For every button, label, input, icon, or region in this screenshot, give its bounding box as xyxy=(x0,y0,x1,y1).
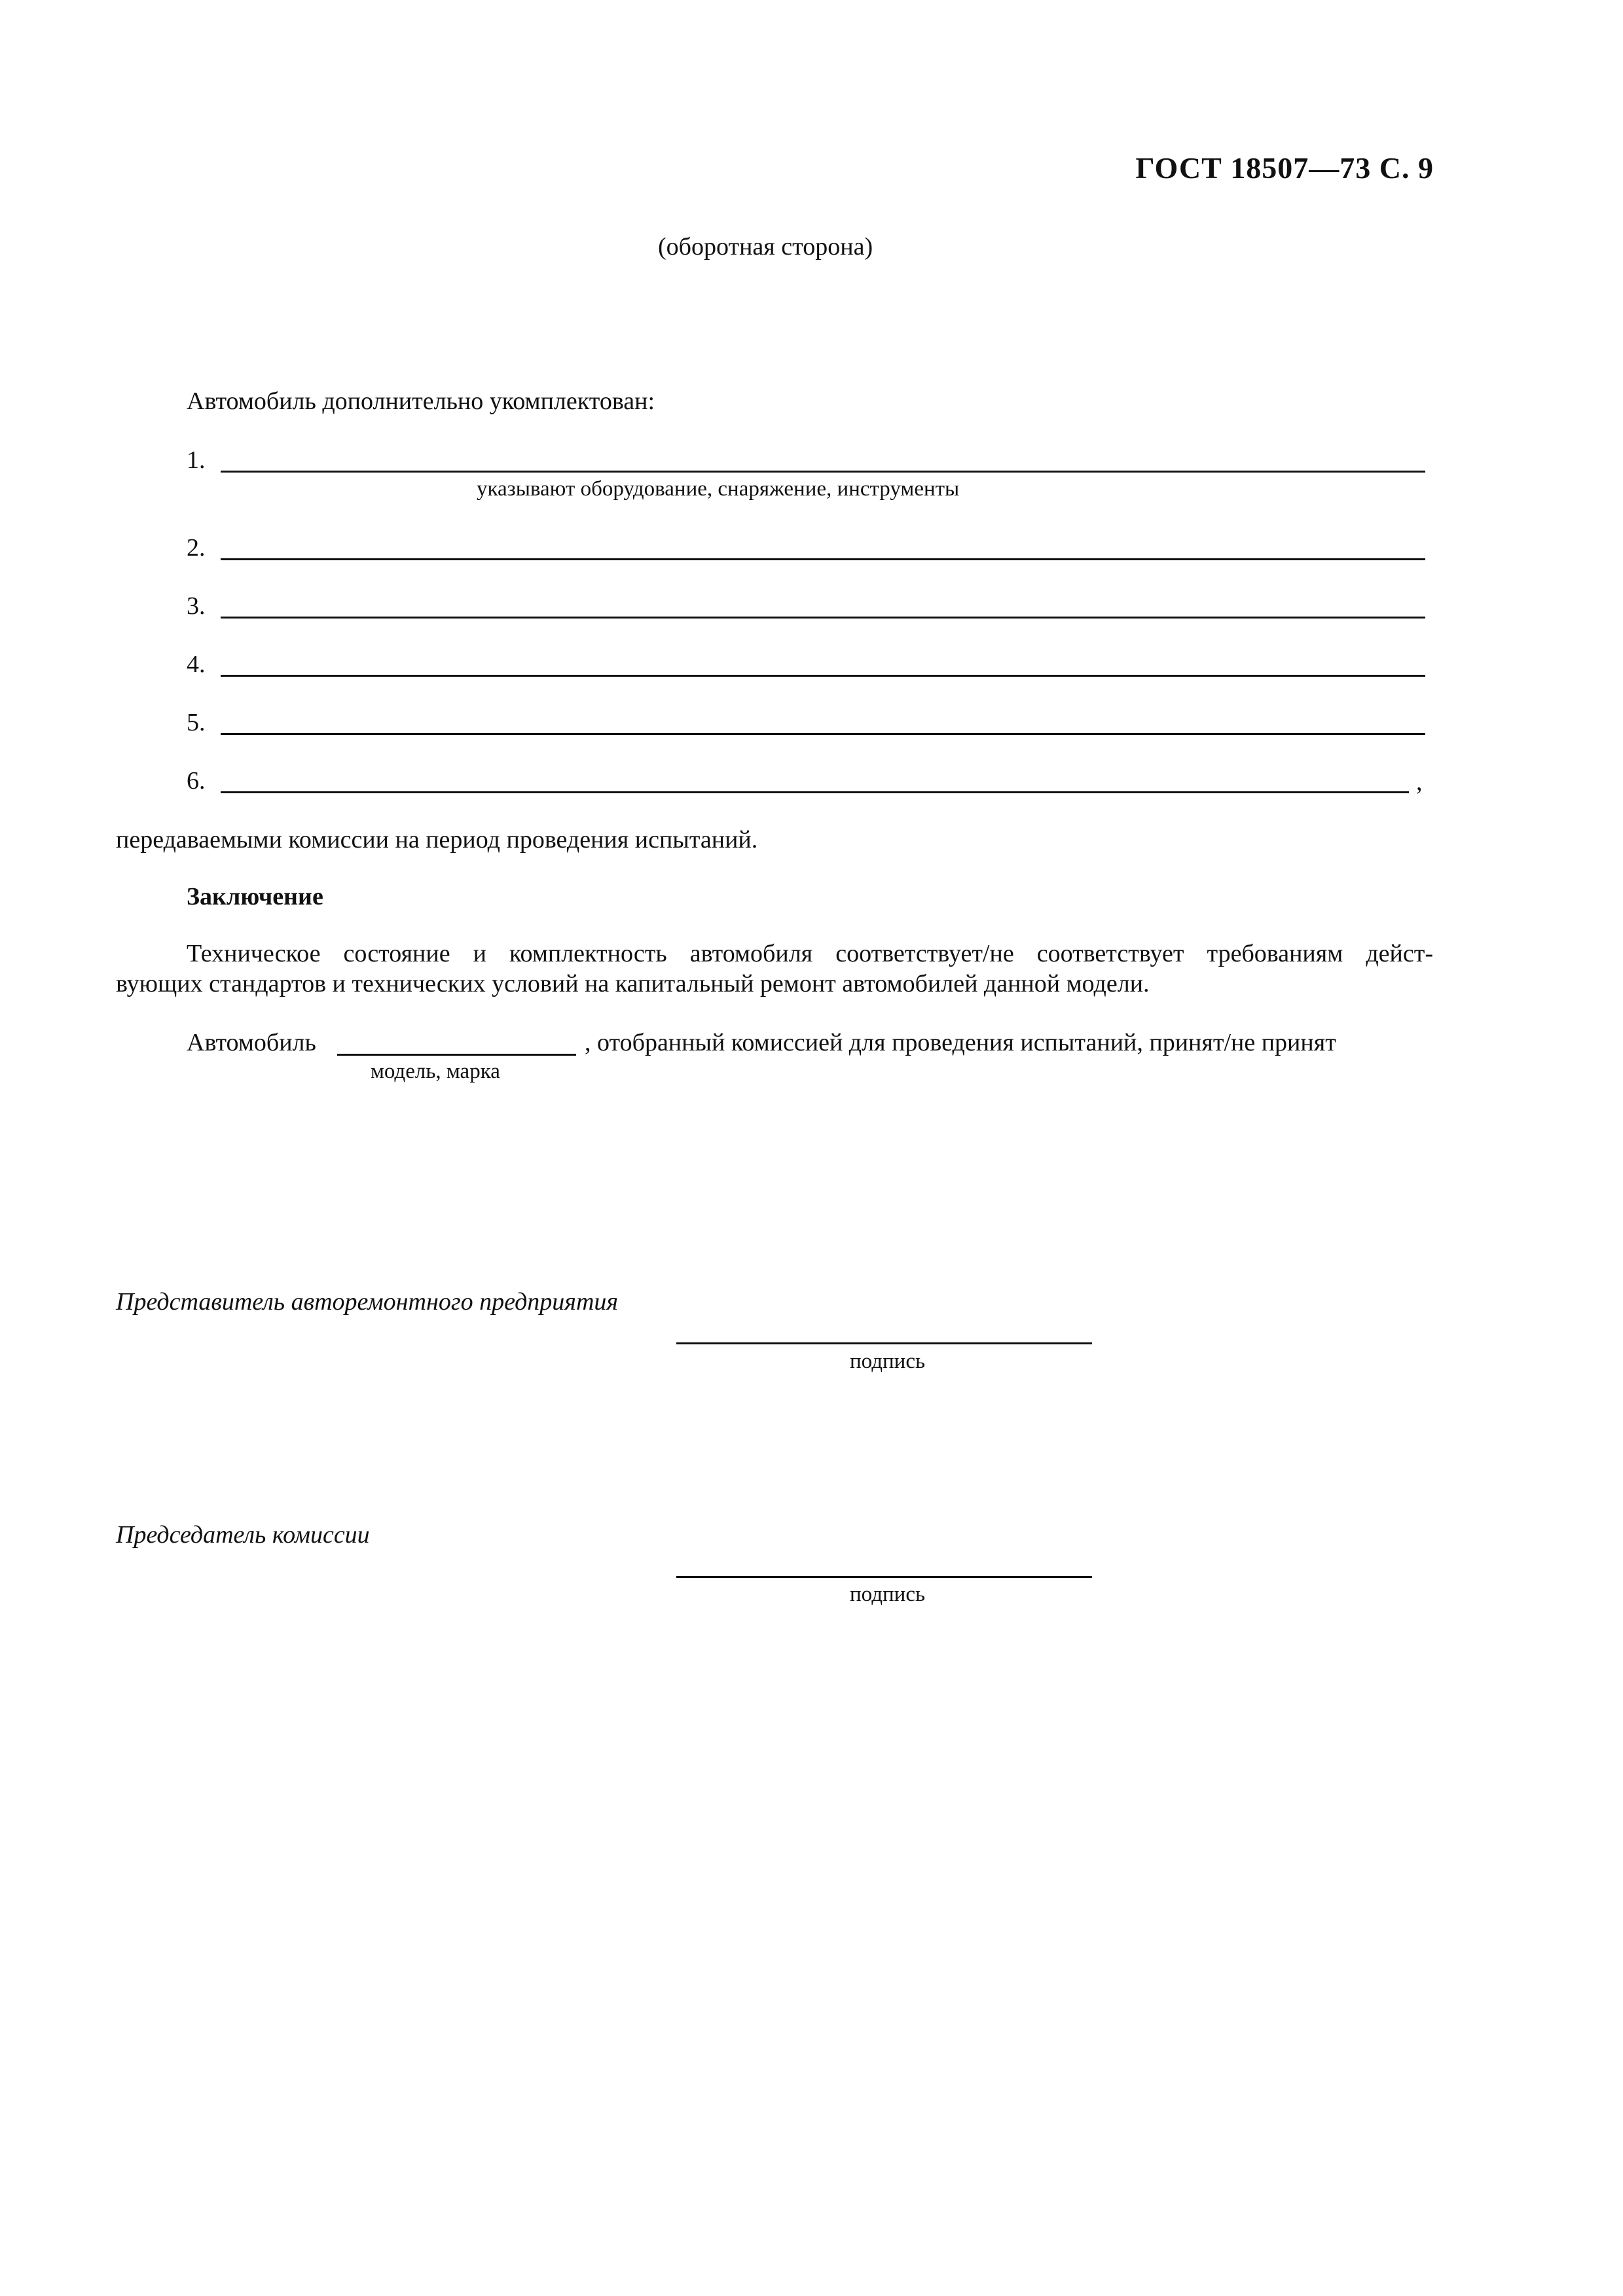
car-model-line[interactable] xyxy=(337,1054,576,1056)
item-number-6: 6. xyxy=(187,767,206,795)
item-number-4: 4. xyxy=(187,651,206,678)
item-number-3: 3. xyxy=(187,592,206,620)
item-number-2: 2. xyxy=(187,534,206,562)
conclusion-paragraph-line2: вующих стандартов и технических условий на капитальный ремонт автомобилей данной модели. xyxy=(116,970,1150,997)
item-line-4[interactable] xyxy=(221,675,1425,677)
conclusion-paragraph-line1: Техническое состояние и комплектность автомобиля соответствует/не соответствует требованиям дейст- xyxy=(187,940,1433,967)
equipment-hint: указывают оборудование, снаряжение, инструменты xyxy=(477,477,960,501)
trailing-comma: , xyxy=(1416,768,1423,796)
car-rest: , отобранный комиссией для проведения испытаний, принят/не принят xyxy=(585,1029,1336,1056)
item-line-6[interactable] xyxy=(221,791,1409,793)
item-line-3[interactable] xyxy=(221,617,1425,619)
item-line-2[interactable] xyxy=(221,558,1425,560)
item-line-5[interactable] xyxy=(221,733,1425,735)
car-model-hint: модель, марка xyxy=(371,1060,500,1083)
equipment-after: передаваемыми комиссии на период проведения испытаний. xyxy=(116,826,758,853)
chairman-signature-line[interactable] xyxy=(676,1576,1092,1578)
reverse-side-note: (оборотная сторона) xyxy=(658,233,873,260)
representative-label: Представитель авторемонтного предприятия xyxy=(116,1288,619,1316)
representative-signature-line[interactable] xyxy=(676,1342,1092,1344)
document-header: ГОСТ 18507—73 С. 9 xyxy=(1135,151,1434,185)
chairman-signature-hint: подпись xyxy=(850,1583,926,1606)
representative-signature-hint: подпись xyxy=(850,1350,926,1373)
item-number-5: 5. xyxy=(187,709,206,736)
car-label: Автомобиль xyxy=(187,1029,316,1056)
equipment-intro: Автомобиль дополнительно укомплектован: xyxy=(187,387,655,415)
conclusion-heading: Заключение xyxy=(187,883,323,910)
item-number-1: 1. xyxy=(187,446,206,474)
chairman-label: Председатель комиссии xyxy=(116,1521,370,1549)
item-line-1[interactable] xyxy=(221,471,1425,473)
